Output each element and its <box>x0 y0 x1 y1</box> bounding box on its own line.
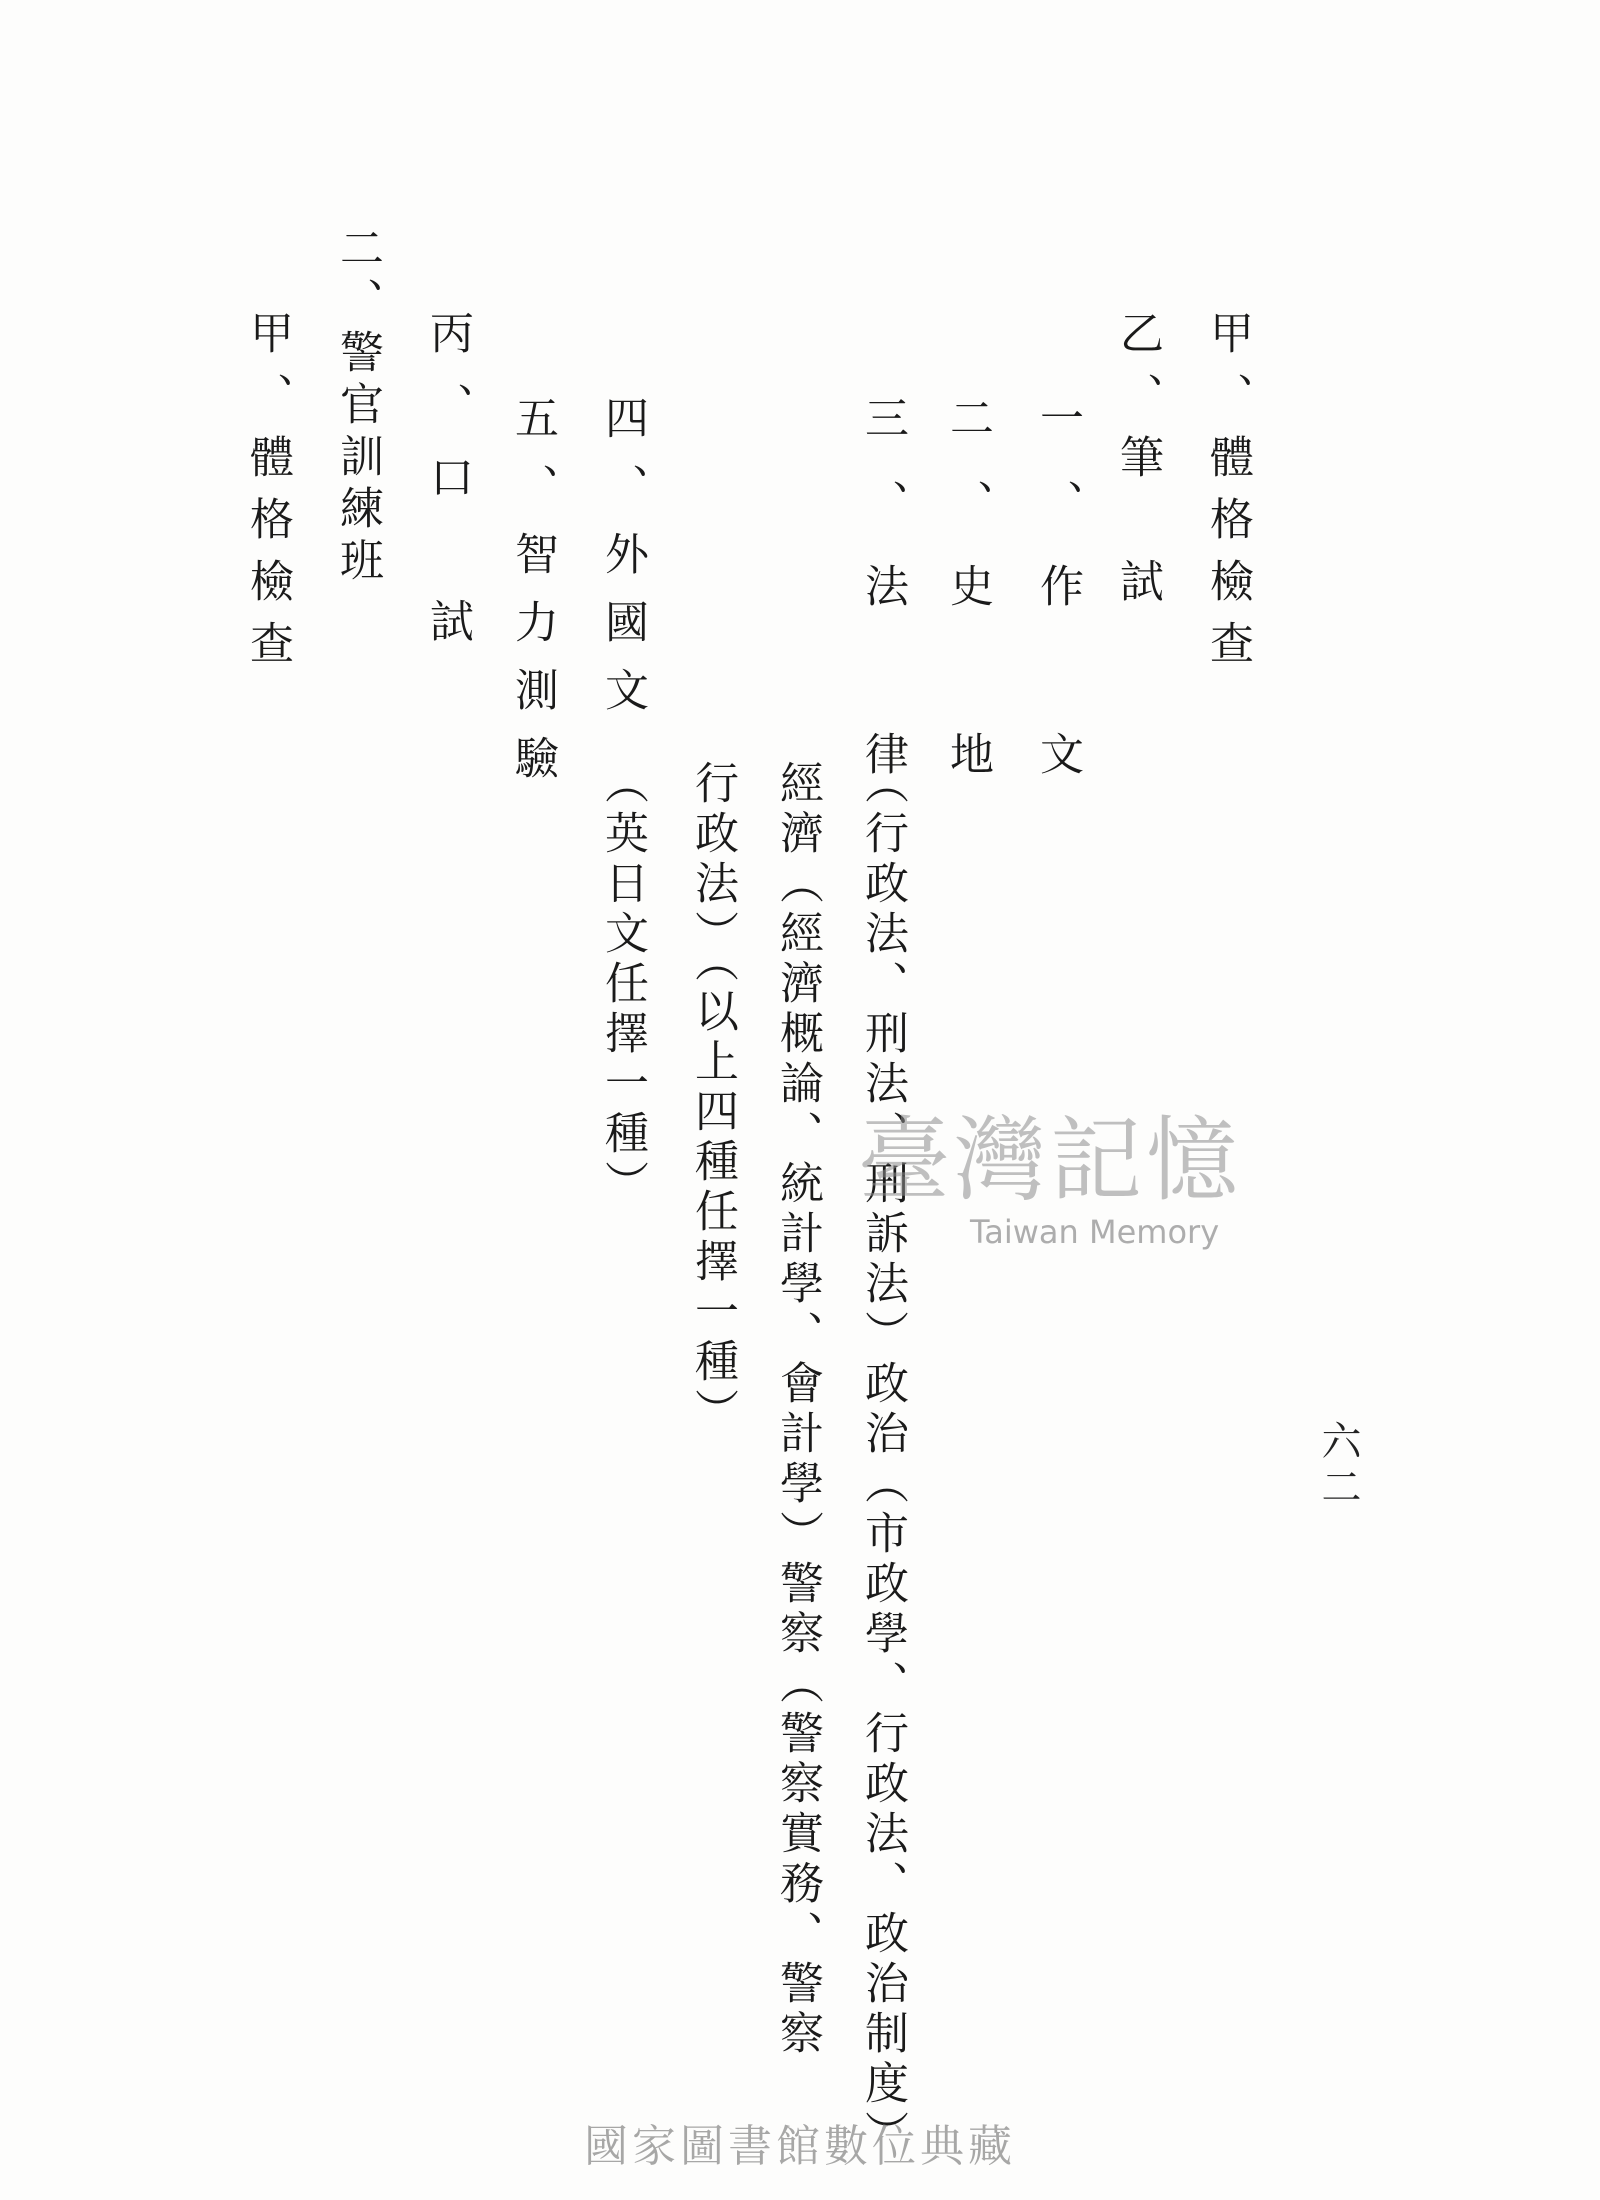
item-foreign-language: 四、外國文 <box>597 395 648 735</box>
heading-oral-exam: 丙、口 試 <box>422 310 473 670</box>
item-composition: 一、作 文 <box>1032 395 1083 815</box>
heading-police-officer-training: 二、警官訓練班 <box>332 225 383 589</box>
item-history-geography: 二、史 地 <box>942 395 993 815</box>
heading-physical-exam-2: 甲、體格檢查 <box>242 310 293 682</box>
footer-watermark: 國家圖書館數位典藏 <box>584 2121 1016 2172</box>
page-number: 六二 <box>1315 1420 1361 1512</box>
item-choice-note: 行政法）（以上四種任擇一種） <box>687 760 738 1438</box>
item-foreign-language-note: （英日文任擇一種） <box>597 760 648 1210</box>
item-law-heading: 三、法 律 <box>857 395 908 815</box>
item-economics-subjects: 經濟（經濟概論、統計學、會計學）警察（警察實務、警察 <box>772 760 823 2060</box>
watermark-logo: 臺灣記憶 Taiwan Memory <box>857 1107 1242 1251</box>
item-intelligence-test: 五、智力測驗 <box>507 395 558 803</box>
heading-physical-exam: 甲、體格檢查 <box>1202 310 1253 682</box>
heading-written-exam: 乙、筆 試 <box>1112 310 1163 620</box>
item-law-subjects: （行政法、刑法、刑訴法）政治（市政學、行政法、政治制度） <box>857 760 908 2160</box>
